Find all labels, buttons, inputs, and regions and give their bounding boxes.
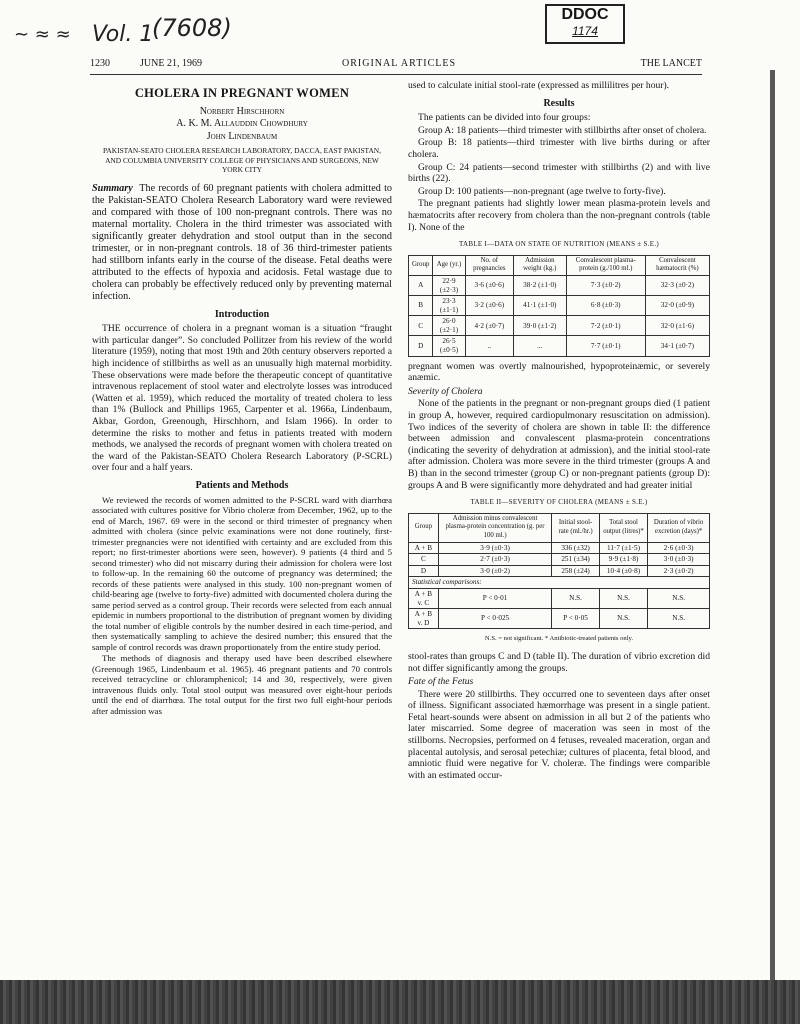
- table1-cell: A: [409, 275, 433, 295]
- results-intro: The patients can be divided into four groups:: [418, 112, 591, 124]
- results-paragraph: The pregnant patients had slightly lower mean plasma-protein levels and hæmatocrits after recovery from cholera than the non-pregnant controls (table I). None of the: [408, 198, 710, 233]
- group-b: Group B: 18 patients—third trimester with live births during or after cholera.: [408, 137, 710, 160]
- table2-row: [409, 542, 710, 554]
- table2-stat-label: Statistical comparisons:: [409, 577, 710, 589]
- table1-cell: B: [409, 296, 433, 316]
- scan-edge-shadow: [770, 70, 775, 980]
- running-head: [90, 58, 702, 75]
- table1-cell: C: [409, 316, 433, 336]
- group-a: Group A: 18 patients—third trimester with stillbirths after onset of cholera.: [418, 124, 707, 136]
- table1-cell: 23·3 (±1·1): [433, 296, 465, 316]
- table2-note: N.S. = not significant. * Antibiotic-treated patients only.: [484, 635, 634, 643]
- severity-heading: Severity of Cholera: [408, 385, 483, 397]
- affiliation: PAKISTAN-SEATO CHOLERA RESEARCH LABORATORY, DACCA, EAST PAKISTAN, AND COLUMBIA UNIVERSITY COLLEGE OF PHYSICIANS AND SURGEONS, NEW YORK CITY: [103, 146, 381, 175]
- table2-cell: 9·9 (±1·8): [599, 554, 647, 566]
- table1-caption: TABLE I—DATA ON STATE OF NUTRITION (MEANS ± S.E.): [458, 240, 660, 249]
- table2-cell: 3·9 (±0·3): [438, 542, 552, 554]
- issue-date: JUNE 21, 1969: [140, 58, 202, 69]
- table2-stat-cell: P < 0·05: [552, 609, 599, 629]
- section-name: ORIGINAL ARTICLES: [342, 58, 457, 69]
- table2-stat-cell: N.S.: [599, 609, 647, 629]
- table2: [408, 513, 710, 630]
- table2-header-cell: Total stool output (litres)*: [599, 513, 647, 542]
- table1-cell: 7·7 (±0·1): [566, 336, 645, 356]
- table1-cell: ..: [465, 336, 513, 356]
- handwritten-marks: ~ ≈ ≈: [14, 24, 71, 45]
- table2-stat-cell: A + B v. C: [409, 588, 439, 608]
- table2-cell: 2·6 (±0·3): [648, 542, 710, 554]
- table1-cell: 32·3 (±0·2): [645, 275, 709, 295]
- table1-header-cell: Admission weight (kg.): [513, 255, 566, 275]
- table2-cell: D: [409, 565, 439, 577]
- table1-cell: 26·5 (±0·5): [433, 336, 465, 356]
- table1-cell: ...: [513, 336, 566, 356]
- table2-header-cell: Group: [409, 513, 439, 542]
- right-continuation: used to calculate initial stool-rate (expressed as millilitres per hour).: [408, 80, 670, 91]
- handwritten-number: (7608): [152, 14, 232, 42]
- table2-cell: C: [409, 554, 439, 566]
- table1-cell: 41·1 (±1·0): [513, 296, 566, 316]
- table1-cell: 38·2 (±1·0): [513, 275, 566, 295]
- table1-cell: D: [409, 336, 433, 356]
- table2-cell: 336 (±32): [552, 542, 599, 554]
- table2-header-cell: Duration of vibrio excretion (days)*: [648, 513, 710, 542]
- table1-row: [409, 296, 710, 316]
- table1-cell: 32·0 (±0·9): [645, 296, 709, 316]
- page-number: 1230: [90, 58, 110, 69]
- table2-row: [409, 554, 710, 566]
- table2-stat-label-row: [409, 577, 710, 589]
- group-d: Group D: 100 patients—non-pregnant (age twelve to forty-five).: [418, 185, 666, 197]
- author-3: John Lindenbaum: [206, 130, 278, 142]
- table2-cell: 10·4 (±0·8): [599, 565, 647, 577]
- author-2: A. K. M. Allauddin Chowdhury: [176, 118, 308, 130]
- ddoc-stamp: [545, 4, 625, 44]
- author-1: Norbert Hirschhorn: [199, 105, 285, 117]
- summary-label: Summary: [92, 182, 133, 194]
- article-title: CHOLERA IN PREGNANT WOMEN: [134, 86, 350, 100]
- fetus-heading: Fate of the Fetus: [408, 676, 474, 688]
- table2-stat-cell: A + B v. D: [409, 609, 439, 629]
- table2-cell: 11·7 (±1·5): [599, 542, 647, 554]
- table2-header-cell: Initial stool-rate (ml./hr.): [552, 513, 599, 542]
- table1-cell: 4·2 (±0·7): [465, 316, 513, 336]
- table1-cell: 39·0 (±1·2): [513, 316, 566, 336]
- introduction-text: THE occurrence of cholera in a pregnant woman is a situation “fraught with particular danger”. So concluded Pollitzer from his review of the world literature (1959), noting that most 19th and 20th century observers reported a high incidence of stillbirths as well as an unusually high maternal morbidity. These observations were made before the therapeutic concept of quantitative intravenous replacement of stool water and electrolyte losses was introduced (Watten et al. 1959), which reduced the mortality of treated cholera to less than 1% (Bullock and Phillips 1965, Carpenter et al. 1966a, Lindenbaum, Akbar, Gordon, Greenough, Hirschhorn, and Islam 1966). In order to determine the risks to mother and fetus in patients treated with modern methods, we analysed the records of pregnant women with cholera treated on the ward of the Pakistan-SEATO Cholera Research Laboratory (P-SCRL) over four and a half years.: [92, 323, 392, 474]
- summary-block: [92, 183, 392, 303]
- table2-stat-cell: P < 0·01: [438, 588, 552, 608]
- table1-header-cell: Convalescent hæmatocrit (%): [645, 255, 709, 275]
- stamp-line-1: DDOC: [561, 6, 609, 23]
- table2-stat-cell: N.S.: [599, 588, 647, 608]
- table1-header-cell: Convalescent plasma-protein (g./100 ml.): [566, 255, 645, 275]
- methods-heading: Patients and Methods: [195, 479, 289, 491]
- left-column: [92, 80, 392, 717]
- table2-stat-cell: P < 0·025: [438, 609, 552, 629]
- handwritten-volume: Vol. 1: [92, 22, 154, 47]
- methods-paragraph-1: We reviewed the records of women admitted to the P-SCRL ward with diarrhœa associated with cultures positive for Vibrio choleræ from December, 1962, up to the end of March, 1967. 69 were in the second or third trimester of pregnancy when admitted with cholera (since pelvic examinations were not done routinely, first-trimester pregnancies were not identified with certainty and are excluded from this report; no first-trimester abortions were seen, however). 9 patients (4 third and 5 second trimester) who did not miscarry during their admission for cholera were lost to follow-up. In the remaining 60 the outcome of pregnancy was determined; the records of these patients were analysed in this study. 100 non-pregnant women of child-bearing age (twelve to forty-five) admitted with documented cholera during the same period served as a control group. Their records were selected from each annual epidemic in numbers proportional to the distribution of pregnant women by dividing the total number of eligible controls by the number desired in each time-period, and then systematically sampling to achieve the desired number; this ensured that the sample of control records was drawn proportionately from the entire study period.: [92, 494, 392, 652]
- table1-header-cell: No. of pregnancies: [465, 255, 513, 275]
- table1-cell: 7·3 (±0·2): [566, 275, 645, 295]
- scan-bottom-noise: [0, 980, 800, 1024]
- after-table1: pregnant women was overtly malnourished, hypoproteinæmic, or severely anæmic.: [408, 360, 710, 384]
- table2-stat-cell: N.S.: [648, 588, 710, 608]
- table2-cell: 2·3 (±0·2): [648, 565, 710, 577]
- introduction-heading: Introduction: [214, 308, 270, 320]
- severity-paragraph: None of the patients in the pregnant or non-pregnant groups died (1 patient in group A, however, required cardiopulmonary resuscitation on admission). Two indices of the severity of cholera are shown in table II: the difference between admission and convalescent plasma-protein concentrations (indicating the severity of dehydration at admission), and the initial stool-rate after admission. Cholera was more severe in the third trimester (groups A and B) than in the second trimester (group C) or non-pregnant patients (group D): groups A and B were significantly more dehydrated and had greater initial: [408, 398, 710, 491]
- table2-cell: 2·7 (±0·3): [438, 554, 552, 566]
- table1-cell: 22·9 (±2·3): [433, 275, 465, 295]
- methods-paragraph-2: The methods of diagnosis and therapy used have been described elsewhere (Greenough 1965, Lindenbaum et al. 1965). 46 pregnant patients and 70 controls received tetracycline or chloramphenicol; 14 and 30, respectively, were given intravenous fluids only. Total stool output was measured over eight-hour periods until the end of diarrhœa. The total output for the first two full eight-hour periods after admission was: [92, 653, 392, 716]
- after-table2: stool-rates than groups C and D (table II). The duration of vibrio excretion did not differ significantly among the groups.: [408, 650, 710, 674]
- table2-cell: 258 (±24): [552, 565, 599, 577]
- table2-stat-cell: N.S.: [648, 609, 710, 629]
- table2-header-cell: Admission minus convalescent plasma-protein concentration (g. per 100 ml.): [438, 513, 552, 542]
- table2-cell: A + B: [409, 542, 439, 554]
- results-heading: Results: [543, 97, 575, 109]
- table1: [408, 255, 710, 357]
- table1-cell: 7·2 (±0·1): [566, 316, 645, 336]
- table1-row: [409, 336, 710, 356]
- table1-cell: 3·6 (±0·6): [465, 275, 513, 295]
- journal-name: THE LANCET: [640, 58, 702, 69]
- table2-cell: 3·0 (±0·3): [648, 554, 710, 566]
- table1-cell: 3·2 (±0·6): [465, 296, 513, 316]
- table2-row: [409, 565, 710, 577]
- table1-cell: 26·0 (±2·1): [433, 316, 465, 336]
- table1-row: [409, 316, 710, 336]
- right-column: [408, 80, 710, 782]
- table1-cell: 34·1 (±0·7): [645, 336, 709, 356]
- stamp-line-2: 1174: [572, 24, 598, 38]
- table2-caption: TABLE II—SEVERITY OF CHOLERA (MEANS ± S.E.): [470, 498, 648, 507]
- summary-text: The records of 60 pregnant patients with cholera admitted to the Pakistan-SEATO Cholera Research Laboratory ward were reviewed and compared with those of 100 non-pregnant controls. There was no maternal mortality. Cholera in the third trimester was associated with significantly greater dehydration and stool output than in the second trimester, or in non-pregnant controls. 18 of 36 third-trimester patients had stillborn infants early in the course of the disease. Fetal deaths were attributed to the effects of hypoxia and acidosis. Fetal wastage due to cholera can probably be effectively reduced only by preventing maternal infection.: [92, 182, 392, 302]
- table1-cell: 32·0 (±1·6): [645, 316, 709, 336]
- table2-stat-cell: N.S.: [552, 588, 599, 608]
- table2-cell: 3·0 (±0·2): [438, 565, 552, 577]
- table2-cell: 251 (±34): [552, 554, 599, 566]
- table1-row: [409, 275, 710, 295]
- table1-header-cell: Group: [409, 255, 433, 275]
- table1-header-cell: Age (yr.): [433, 255, 465, 275]
- table2-stat-row: [409, 588, 710, 608]
- table2-stat-row: [409, 609, 710, 629]
- fetus-paragraph: There were 20 stillbirths. They occurred one to seventeen days after onset of illness. Significant associated hæmorrhage was present in a single patient. Fetal heart-sounds were absent on admission in all but 2 of the patients who later miscarried. Some degree of maceration was seen in most of the stillborns. Necropsies, performed on 4 fetuses, revealed maceration, organ and placental autolysis, and serosal petechiæ; cultures of placenta, fetal blood, and amniotic fluid were negative for V. choleræ. The findings were comparible with an estimated occur-: [408, 688, 710, 781]
- table1-cell: 6·8 (±0·3): [566, 296, 645, 316]
- group-c: Group C: 24 patients—second trimester with stillbirths (2) and with live births (22).: [408, 161, 710, 185]
